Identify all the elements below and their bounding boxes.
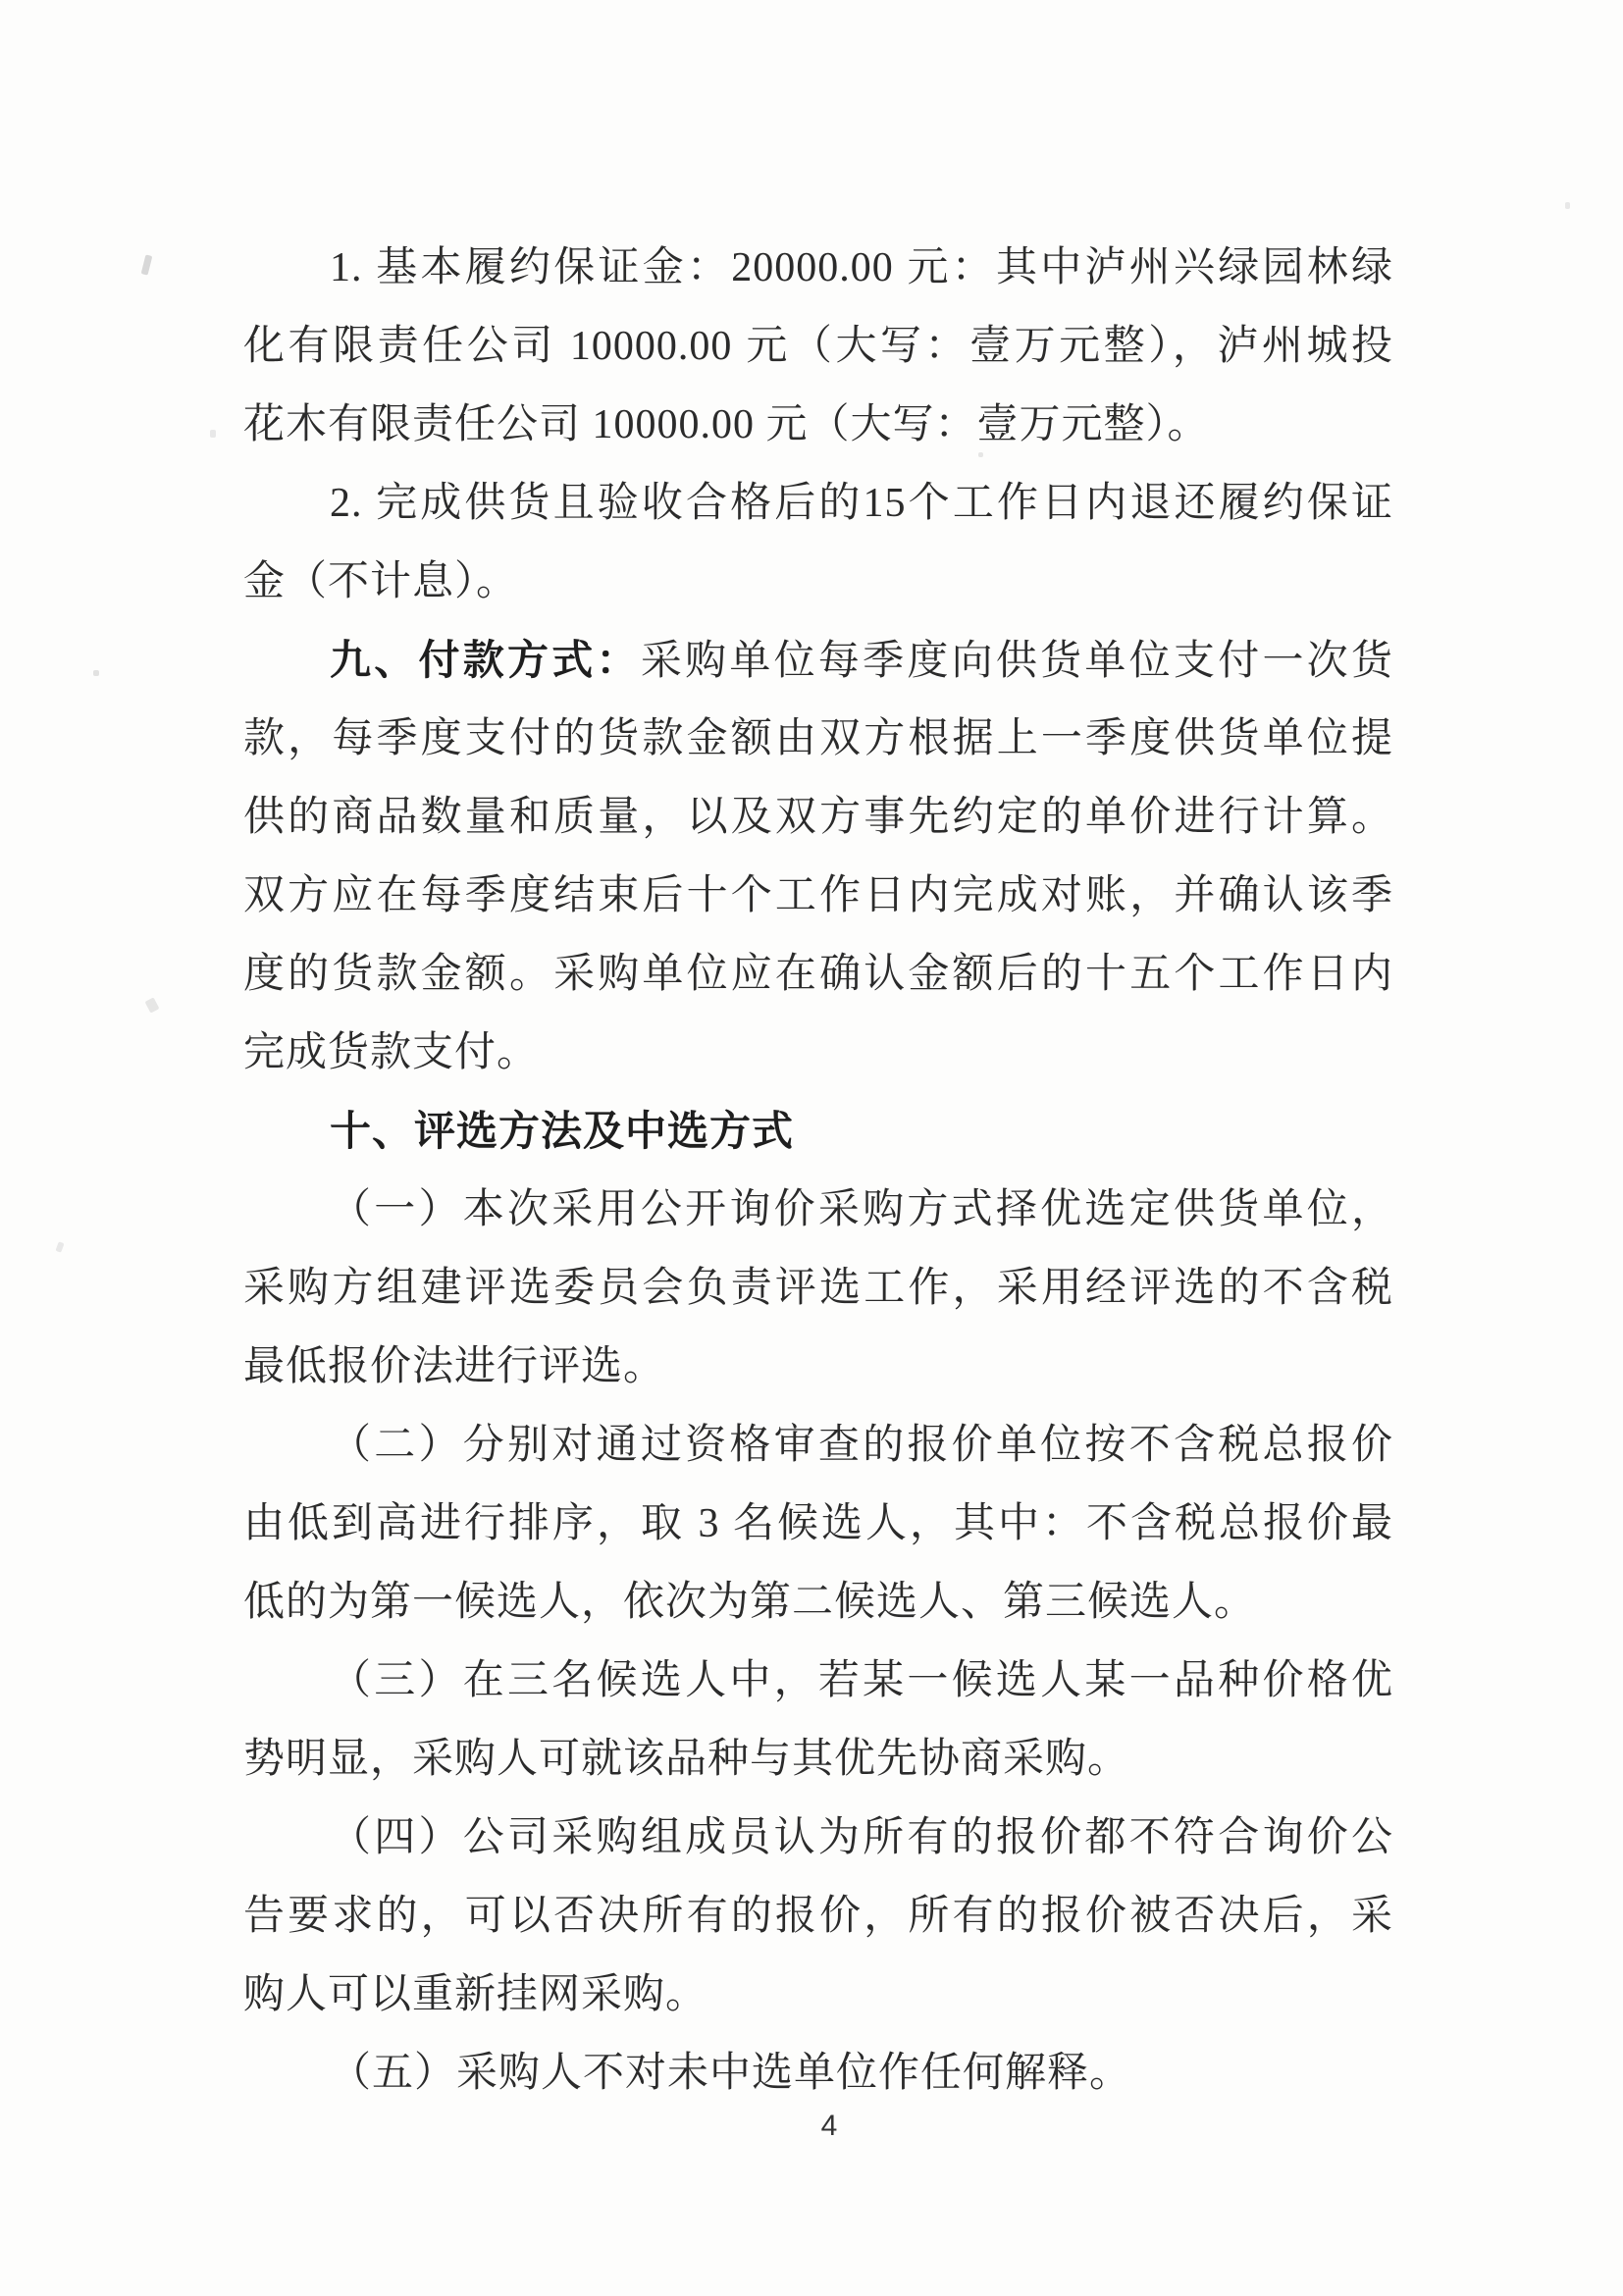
text-line bbox=[243, 700, 1393, 778]
document-body bbox=[243, 229, 1393, 2113]
body-text: （一）本次采用公开询价采购方式择优选定供货单位， bbox=[330, 1187, 1393, 1232]
text-line bbox=[243, 1249, 1393, 1328]
text-line bbox=[243, 229, 1393, 307]
text-line bbox=[243, 386, 1393, 464]
text-line bbox=[243, 1014, 1393, 1092]
body-text: 购人可以重新挂网采购。 bbox=[243, 1972, 708, 2017]
body-text: 由低到高进行排序，取 3 名候选人，其中：不含税总报价最 bbox=[243, 1501, 1393, 1546]
page-number: 4 bbox=[820, 2110, 838, 2142]
body-text: 度的货款金额。采购单位应在确认金额后的十五个工作日内 bbox=[243, 952, 1393, 997]
body-text: 1. 基本履约保证金：20000.00 元：其中泸州兴绿园林绿 bbox=[330, 245, 1393, 290]
text-line bbox=[243, 1328, 1393, 1406]
body-text: 采购单位每季度向供货单位支付一次货 bbox=[640, 639, 1393, 684]
scan-speck bbox=[210, 430, 216, 438]
scan-speck bbox=[1565, 202, 1570, 209]
body-text: 花木有限责任公司 10000.00 元（大写：壹万元整）。 bbox=[243, 402, 1210, 447]
text-line bbox=[243, 1171, 1393, 1249]
heading-text: 十、评选方法及中选方式 bbox=[330, 1108, 795, 1154]
text-line bbox=[243, 1092, 1393, 1171]
text-line bbox=[243, 307, 1393, 386]
text-line bbox=[243, 935, 1393, 1014]
body-text: 2. 完成供货且验收合格后的15个工作日内退还履约保证 bbox=[330, 481, 1393, 526]
body-text: 金（不计息）。 bbox=[243, 559, 519, 604]
body-text: 采购方组建评选委员会负责评选工作，采用经评选的不含税 bbox=[243, 1266, 1393, 1311]
text-line bbox=[243, 464, 1393, 543]
body-text: （五）采购人不对未中选单位作任何解释。 bbox=[330, 2051, 1132, 2096]
scan-speck bbox=[93, 670, 99, 676]
text-line bbox=[243, 1956, 1393, 2034]
body-text: 款，每季度支付的货款金额由双方根据上一季度供货单位提 bbox=[243, 716, 1393, 761]
body-text: 完成货款支付。 bbox=[243, 1030, 540, 1075]
body-text: （三）在三名候选人中，若某一候选人某一品种价格优 bbox=[330, 1658, 1393, 1703]
text-line bbox=[243, 543, 1393, 621]
text-line bbox=[243, 1406, 1393, 1485]
body-text: 低的为第一候选人，依次为第二候选人、第三候选人。 bbox=[243, 1580, 1257, 1625]
text-line bbox=[243, 857, 1393, 935]
body-text: 供的商品数量和质量，以及双方事先约定的单价进行计算。 bbox=[243, 795, 1393, 840]
text-line bbox=[243, 1799, 1393, 1877]
text-line bbox=[243, 778, 1393, 857]
heading-text: 九、付款方式： bbox=[330, 637, 641, 683]
body-text: 最低报价法进行评选。 bbox=[243, 1344, 666, 1389]
body-text: 告要求的，可以否决所有的报价，所有的报价被否决后，采 bbox=[243, 1894, 1393, 1939]
text-line bbox=[243, 1642, 1393, 1720]
scan-speck bbox=[145, 997, 160, 1013]
body-text: （四）公司采购组成员认为所有的报价都不符合询价公 bbox=[330, 1815, 1393, 1860]
body-text: 双方应在每季度结束后十个工作日内完成对账，并确认该季 bbox=[243, 873, 1393, 918]
body-text: 化有限责任公司 10000.00 元（大写：壹万元整），泸州城投 bbox=[243, 324, 1393, 369]
text-line bbox=[243, 1877, 1393, 1956]
scan-speck bbox=[55, 1241, 64, 1252]
text-line bbox=[243, 621, 1393, 700]
scan-speck bbox=[141, 254, 153, 275]
text-line bbox=[243, 1563, 1393, 1642]
body-text: （二）分别对通过资格审查的报价单位按不含税总报价 bbox=[330, 1423, 1393, 1468]
body-text: 势明显，采购人可就该品种与其优先协商采购。 bbox=[243, 1737, 1130, 1782]
text-line bbox=[243, 1720, 1393, 1799]
text-line bbox=[243, 1485, 1393, 1563]
text-line bbox=[243, 2034, 1393, 2113]
